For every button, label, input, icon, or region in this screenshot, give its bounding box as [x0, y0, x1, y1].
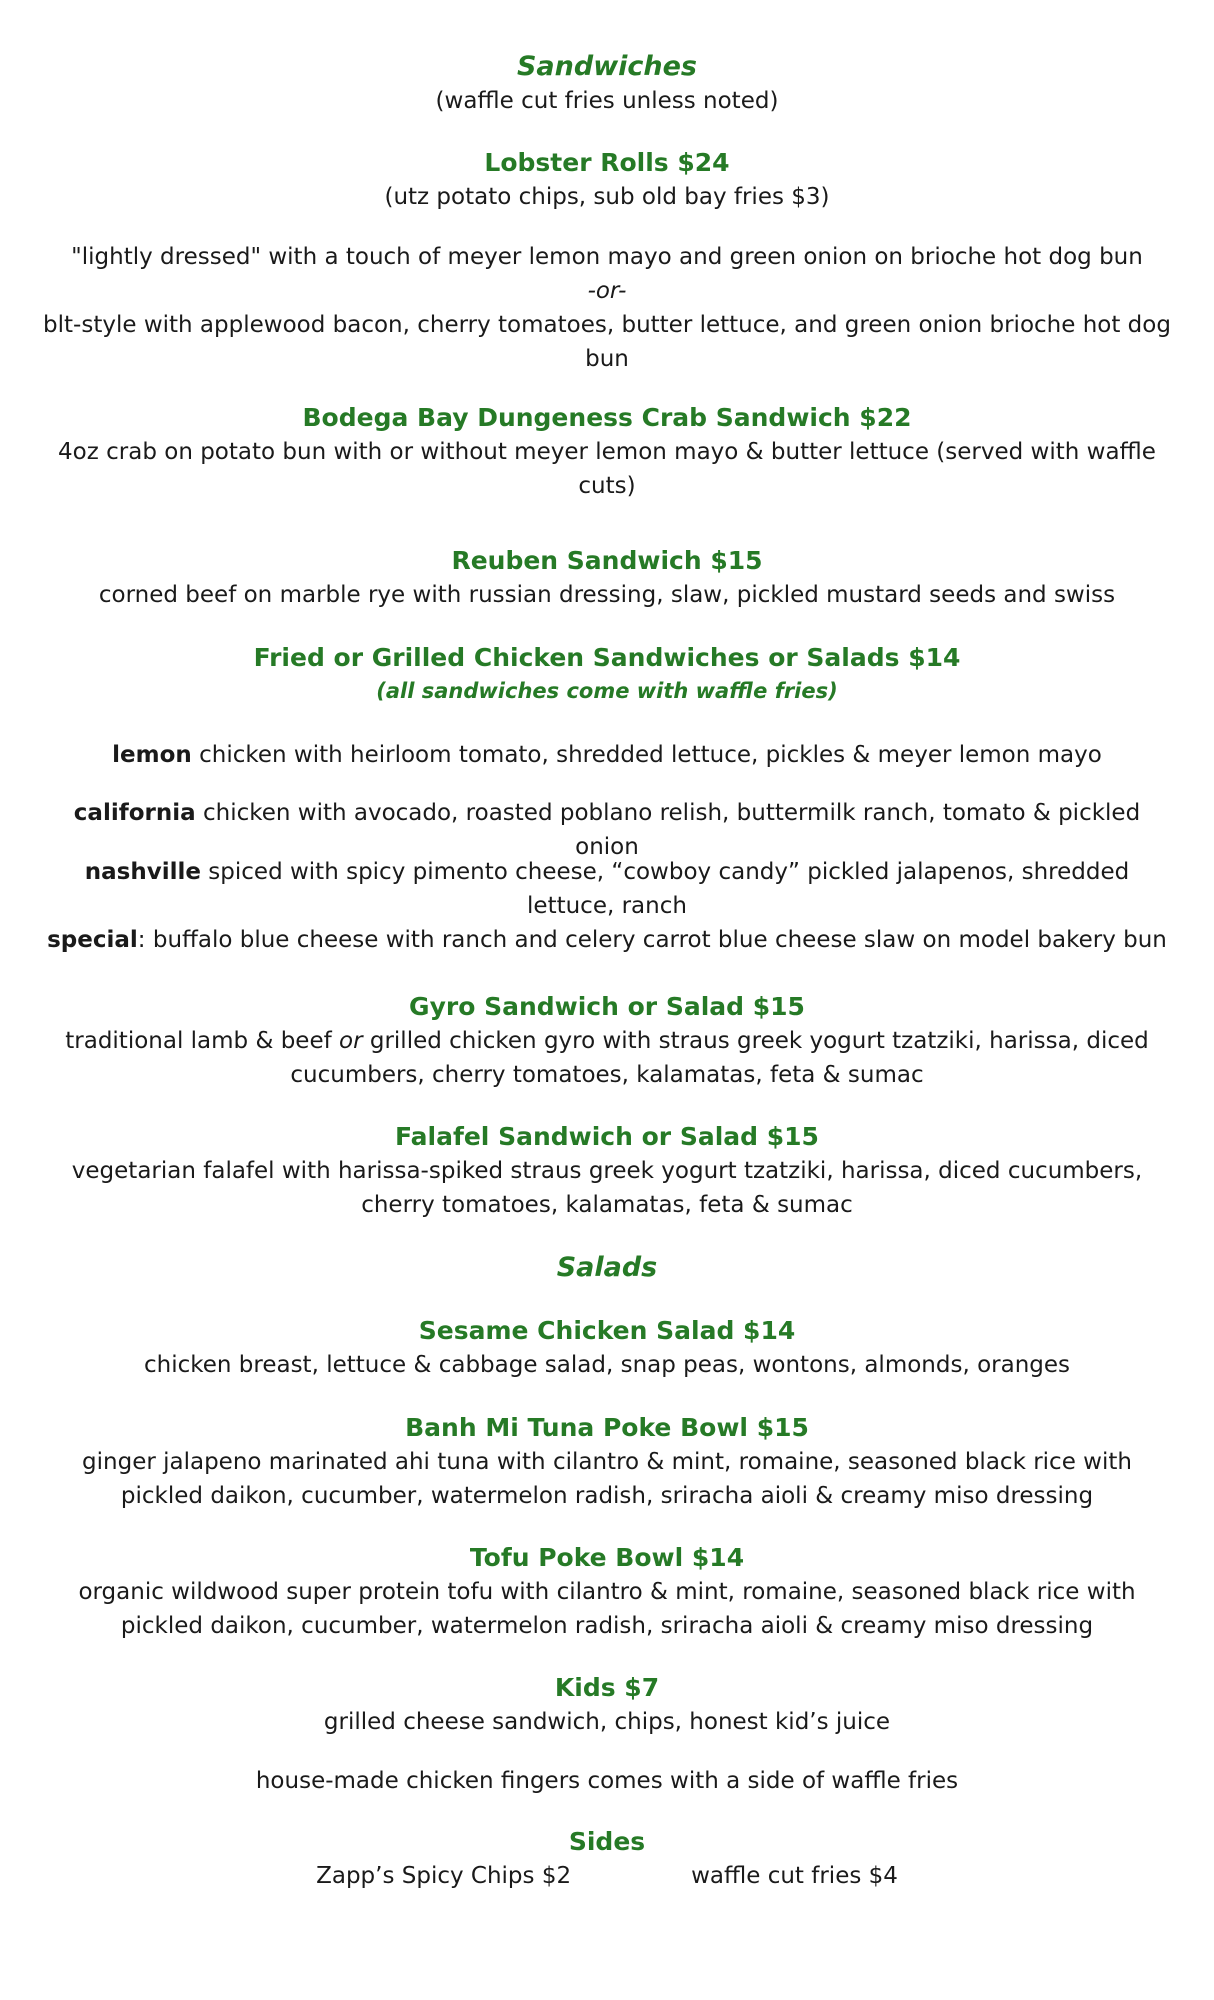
chicken-nashville [40, 855, 1174, 923]
reuben-item [40, 544, 1174, 612]
sesame-item [40, 1314, 1174, 1382]
salads-section [0, 1251, 1214, 1285]
banh-mi-desc: ginger jalapeno marinated ahi tuna with cilantro & mint, romaine, seasoned black rice with pickled daikon, cucumber, watermelon radish, sriracha aioli & creamy miso dressing [82, 1449, 1132, 1509]
tofu-item [40, 1541, 1174, 1643]
falafel-title: Falafel Sandwich or Salad $15 [395, 1122, 819, 1151]
sesame-title: Sesame Chicken Salad $14 [418, 1316, 796, 1345]
nashville-desc: spiced with spicy pimento cheese, “cowboy candy” pickled jalapenos, shredded lettuce, ranch [200, 859, 1130, 919]
gyro-desc-post: grilled chicken gyro with straus greek yogurt tzatziki, harissa, diced cucumbers, cherry tomatoes, kalamatas, feta & sumac [290, 1028, 1149, 1088]
sandwiches-section [0, 50, 1214, 118]
kids-item-1: grilled cheese sandwich, chips, honest kid’s juice [323, 1709, 891, 1735]
chicken-lemon [40, 738, 1174, 772]
gyro-item [40, 990, 1174, 1092]
banh-mi-title: Banh Mi Tuna Poke Bowl $15 [405, 1413, 809, 1442]
chicken-special [40, 923, 1174, 957]
chicken-california [40, 796, 1174, 864]
california-label: california [73, 800, 196, 826]
gyro-desc-pre: traditional lamb & beef [65, 1028, 340, 1054]
california-desc: chicken with avocado, roasted poblano relish, buttermilk ranch, tomato & pickled onion [195, 800, 1141, 860]
lobster-option-1: "lightly dressed" with a touch of meyer lemon mayo and green onion on brioche hot dog bun [71, 244, 1143, 270]
lemon-desc: chicken with heirloom tomato, shredded lettuce, pickles & meyer lemon mayo [191, 742, 1102, 768]
kids-title: Kids $7 [554, 1673, 660, 1702]
sandwiches-note: (waffle cut fries unless noted) [435, 88, 779, 114]
chicken-item [40, 641, 1174, 707]
nashville-label: nashville [84, 859, 201, 885]
crab-desc: 4oz crab on potato bun with or without meyer lemon mayo & butter lettuce (served with waffle cuts) [58, 439, 1156, 499]
tofu-desc: organic wildwood super protein tofu with cilantro & mint, romaine, seasoned black rice with pickled daikon, cucumber, watermelon radish, sriracha aioli & creamy miso dressing [78, 1579, 1136, 1639]
sides-row [0, 1859, 1214, 1893]
banh-mi-item [40, 1411, 1174, 1513]
reuben-desc: corned beef on marble rye with russian dressing, slaw, pickled mustard seeds and swiss [98, 582, 1116, 608]
special-desc: : buffalo blue cheese with ranch and celery carrot blue cheese slaw on model bakery bun [137, 927, 1167, 953]
sides-title: Sides [568, 1827, 646, 1856]
side-zapps: Zapp’s Spicy Chips $2 [316, 1863, 572, 1889]
sides-section [0, 1825, 1214, 1893]
tofu-title: Tofu Poke Bowl $14 [469, 1543, 745, 1572]
salads-title: Salads [556, 1252, 658, 1283]
special-label: special [47, 927, 138, 953]
crab-item [40, 401, 1174, 503]
reuben-title: Reuben Sandwich $15 [451, 546, 763, 575]
kids-item [40, 1671, 1174, 1739]
falafel-desc: vegetarian falafel with harissa-spiked straus greek yogurt tzatziki, harissa, diced cucumbers, cherry tomatoes, kalamatas, feta & sumac [71, 1158, 1143, 1218]
lobster-note: (utz potato chips, sub old bay fries $3) [384, 184, 830, 210]
chicken-note: (all sandwiches come with waffle fries) [376, 679, 838, 703]
gyro-title: Gyro Sandwich or Salad $15 [409, 992, 805, 1021]
lobster-options [40, 240, 1174, 376]
lemon-label: lemon [112, 742, 192, 768]
lobster-or: -or- [587, 278, 627, 304]
sesame-desc: chicken breast, lettuce & cabbage salad, snap peas, wontons, almonds, oranges [143, 1352, 1071, 1378]
gyro-desc [40, 1024, 1174, 1092]
lobster-title: Lobster Rolls $24 [484, 148, 730, 177]
chicken-title: Fried or Grilled Chicken Sandwiches or Salads $14 [253, 643, 961, 672]
kids-item-2: house-made chicken fingers comes with a side of waffle fries [255, 1768, 959, 1794]
lobster-option-2: blt-style with applewood bacon, cherry tomatoes, butter lettuce, and green onion brioche hot dog bun [43, 312, 1171, 372]
sandwiches-title: Sandwiches [516, 51, 698, 82]
crab-title: Bodega Bay Dungeness Crab Sandwich $22 [302, 403, 912, 432]
falafel-item [40, 1120, 1174, 1222]
side-waffle-fries: waffle cut fries $4 [691, 1863, 898, 1889]
lobster-item [40, 146, 1174, 214]
gyro-desc-or: or [339, 1028, 363, 1054]
